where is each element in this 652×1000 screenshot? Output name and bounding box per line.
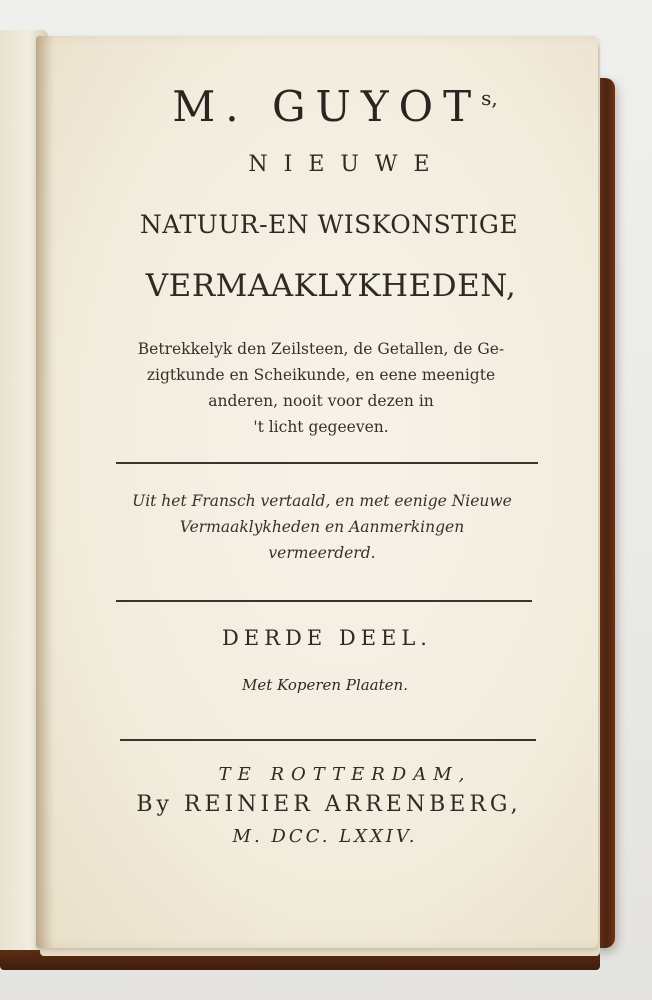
author-suffix: s,	[481, 86, 498, 110]
plates-note: Met Koperen Plaaten.	[242, 676, 408, 694]
translation-line: Vermaaklykheden en Aanmerkingen	[179, 518, 465, 536]
translation-line: vermeerderd.	[268, 544, 376, 562]
imprint-publisher: By REINIER ARRENBERG,	[136, 792, 522, 817]
divider-rule	[116, 600, 532, 602]
description-line: anderen, nooit voor dezen in	[208, 392, 434, 410]
description-line: 't licht gegeeven.	[253, 418, 389, 436]
volume-label: DERDE DEEL.	[222, 626, 432, 650]
translation-line: Uit het Fransch vertaald, en met eenige Nieuwe	[132, 492, 512, 510]
title-page	[36, 36, 598, 948]
title-line-subject: NATUUR-EN WISKONSTIGE	[139, 210, 519, 239]
divider-rule	[116, 462, 538, 464]
author-name: M. GUYOT	[172, 82, 482, 131]
description-line: Betrekkelyk den Zeilsteen, de Getallen, de Ge-	[137, 340, 505, 358]
author-heading	[36, 82, 616, 131]
title-line-nieuwe: NIEUWE	[248, 152, 446, 177]
description-line: zigtkunde en Scheikunde, en eene meenigte	[146, 366, 496, 384]
imprint-place: TE ROTTERDAM,	[218, 764, 472, 785]
divider-rule	[120, 739, 536, 741]
description-block	[86, 336, 556, 440]
title-line-main: VERMAAKLYKHEDEN,	[145, 268, 517, 304]
imprint-year: M. DCC. LXXIV.	[232, 826, 418, 847]
translation-note	[92, 488, 552, 566]
